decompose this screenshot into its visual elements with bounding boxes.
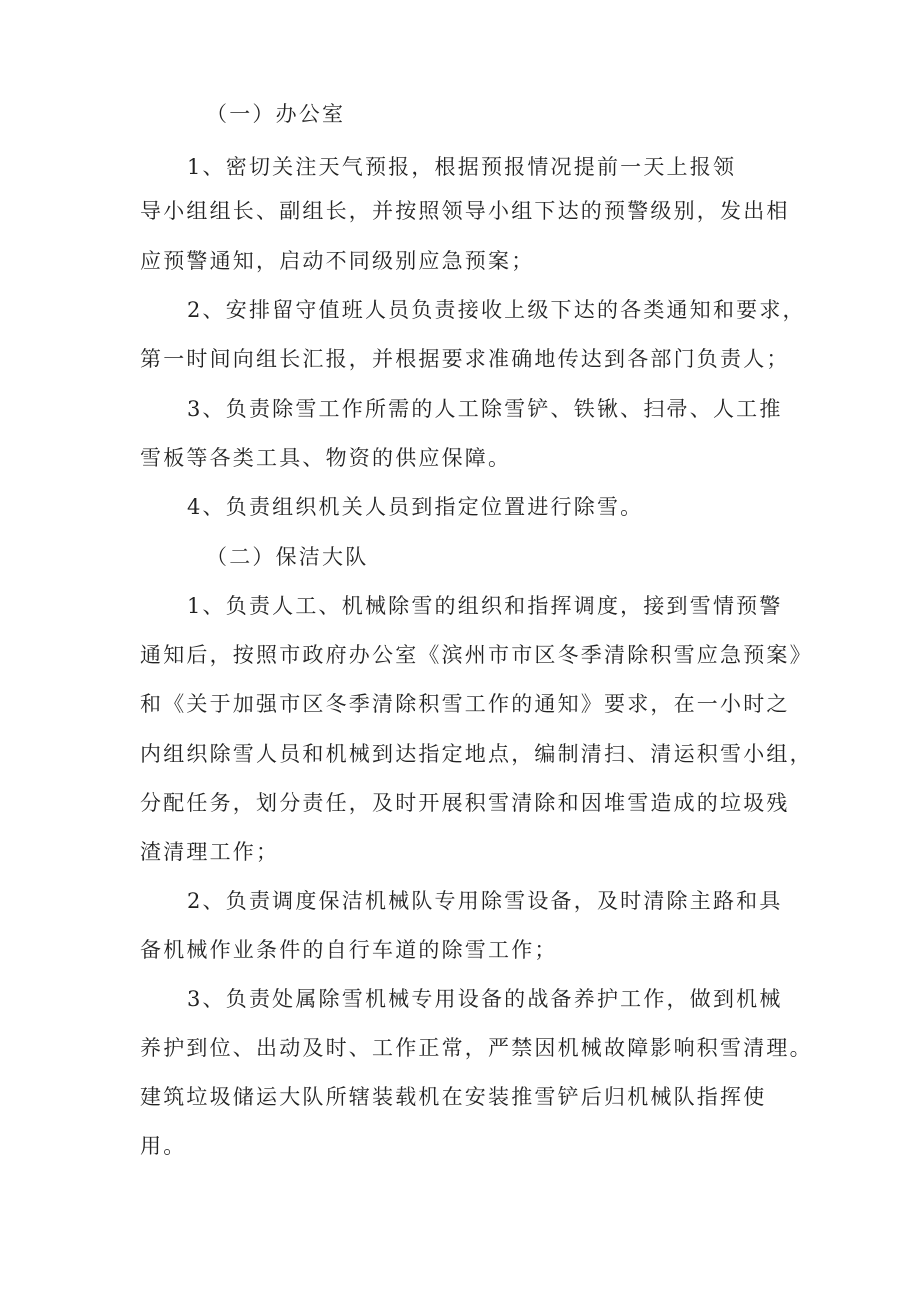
paragraph-line: 和《关于加强市区冬季清除积雪工作的通知》要求，在一小时之 bbox=[140, 692, 790, 716]
paragraph-line: 内组织除雪人员和机械到达指定地点，编制清扫、清运积雪小组， bbox=[140, 742, 813, 766]
paragraph-line: 渣清理工作； bbox=[140, 840, 280, 864]
paragraph-line: 备机械作业条件的自行车道的除雪工作； bbox=[140, 938, 558, 962]
paragraph-line: 用。 bbox=[140, 1134, 187, 1158]
paragraph-line: 应预警通知，启动不同级别应急预案； bbox=[140, 249, 535, 273]
paragraph-line: 3、负责处属除雪机械专用设备的战备养护工作，做到机械 bbox=[187, 987, 783, 1011]
paragraph-line: 3、负责除雪工作所需的人工除雪铲、铁锹、扫帚、人工推 bbox=[187, 397, 783, 421]
section-heading-cleaning-brigade: （二）保洁大队 bbox=[206, 545, 369, 569]
paragraph-line: 分配任务，划分责任，及时开展积雪清除和因堆雪造成的垃圾残 bbox=[140, 791, 790, 815]
paragraph-line: 1、负责人工、机械除雪的组织和指挥调度，接到雪情预警 bbox=[187, 594, 783, 618]
paragraph-line: 1、密切关注天气预报，根据预报情况提前一天上报领 bbox=[187, 155, 737, 179]
paragraph-line: 2、安排留守值班人员负责接收上级下达的各类通知和要求， bbox=[187, 298, 806, 322]
paragraph-line: 2、负责调度保洁机械队专用除雪设备，及时清除主路和具 bbox=[187, 889, 783, 913]
paragraph-line: 4、负责组织机关人员到指定位置进行除雪。 bbox=[187, 495, 644, 519]
paragraph-line: 导小组组长、副组长，并按照领导小组下达的预警级别，发出相 bbox=[140, 199, 790, 223]
paragraph-line: 雪板等各类工具、物资的供应保障。 bbox=[140, 446, 512, 470]
paragraph-line: 通知后，按照市政府办公室《滨州市市区冬季清除积雪应急预案》 bbox=[140, 643, 813, 667]
paragraph-line: 建筑垃圾储运大队所辖装载机在安装推雪铲后归机械队指挥使 bbox=[140, 1085, 767, 1109]
paragraph-line: 养护到位、出动及时、工作正常，严禁因机械故障影响积雪清理。 bbox=[140, 1036, 813, 1060]
paragraph-line: 第一时间向组长汇报，并根据要求准确地传达到各部门负责人； bbox=[140, 347, 790, 371]
section-heading-office: （一）办公室 bbox=[206, 102, 346, 126]
